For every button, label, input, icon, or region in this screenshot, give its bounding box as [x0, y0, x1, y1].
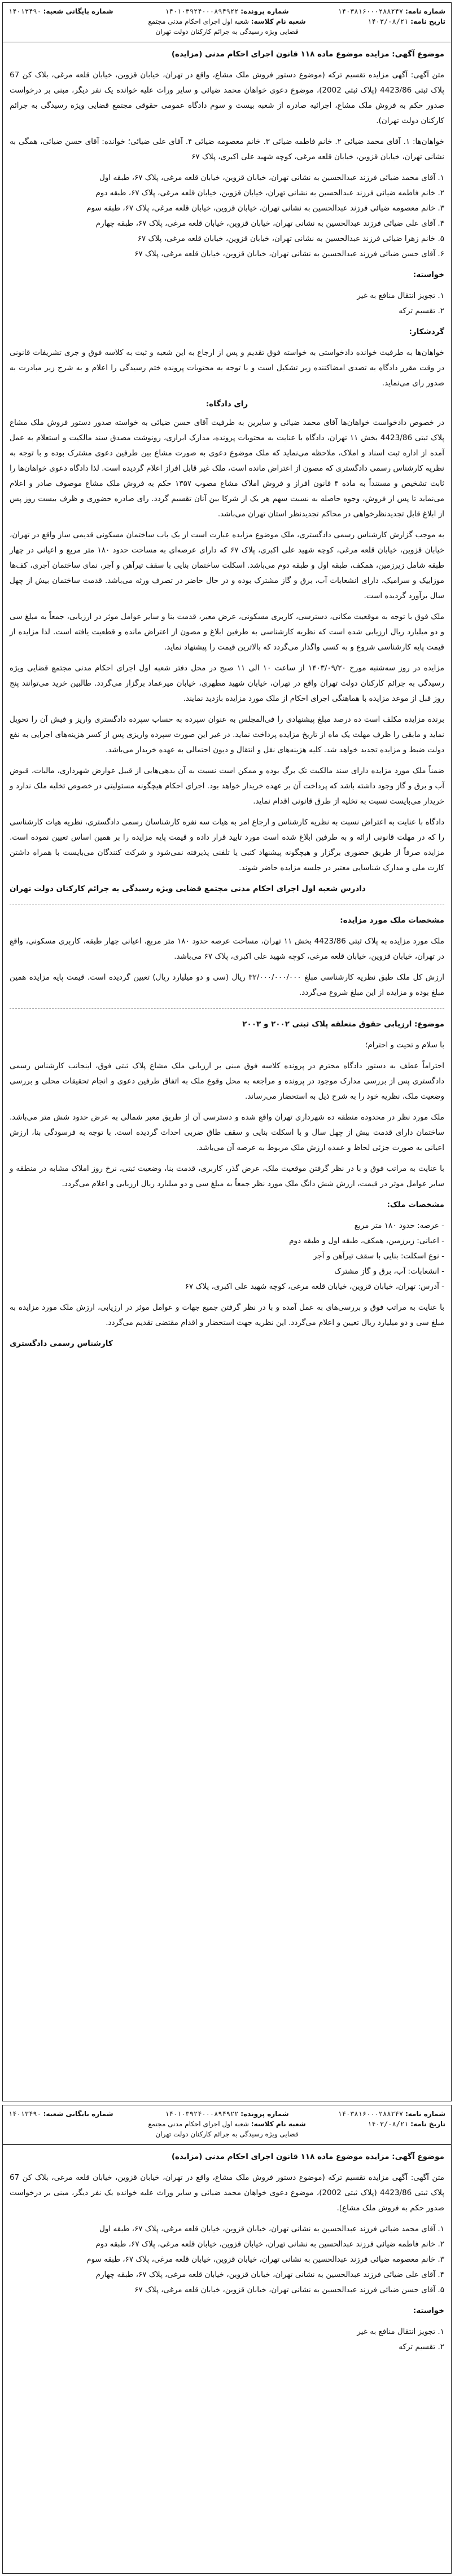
header-right	[310, 6, 445, 27]
party-item: ۴. آقای علی ضیائی فرزند عبدالحسین به نشانی تهران، خیابان قزوین، خیابان قلعه مرغی، پلاک ۶۷، طبقه چهارم	[95, 219, 444, 228]
party-item: ۲. خانم فاطمه ضیائی فرزند عبدالحسین به نشانی تهران، خیابان قزوین، خیابان قلعه مرغی، پلاک ۶۷، طبقه دوم	[95, 188, 444, 198]
file-no-label: شماره پرونده:	[240, 2110, 289, 2118]
request-item: ۲. تقسیم ترکه	[399, 2342, 444, 2351]
notice-2-header	[3, 2105, 451, 2145]
header-center	[144, 6, 310, 37]
party-item: ۵. خانم زهرا ضیائی فرزند عبدالحسین به نشانی تهران، خیابان قزوین، خیابان قلعه مرغی، پلاک ۶۷	[137, 234, 444, 243]
party-item: ۴. آقای علی ضیائی فرزند عبدالحسین به نشانی تهران، خیابان قزوین، خیابان قلعه مرغی، پلاک ۶۷، طبقه چهارم	[95, 2270, 444, 2279]
party-item: ۵. آقای حسن ضیائی فرزند عبدالحسین به نشانی تهران، خیابان قزوین، خیابان قلعه مرغی، پلاک ۶۷	[134, 2285, 444, 2294]
decision-paragraph: ملک فوق با توجه به موقعیت مکانی، دسترسی، کاربری مسکونی، عرض معبر، قدمت بنا و سایر عوامل موثر در ارزیابی، جمعاً به مبلغ سی و دو میلیارد ریال ارزیابی شده است که نظریه کارشناسی به طرفین ابلاغ و مصون از اعتراض مانده و قطعیت یافته است. لذا مزایده از قیمت پایه کارشناسی شروع و به کسی واگذار می‌گردد که بالاترین قیمت را پیشنهاد نماید.	[10, 612, 444, 652]
branch-name: شعبه اول اجرای احکام مدنی مجتمع قضایی ویژه رسیدگی به جرائم کارکنان دولت تهران	[148, 17, 299, 36]
archive-no: ۱۴۰۱۳۴۹۰	[8, 7, 41, 15]
decision-title: رای دادگاه:	[205, 400, 248, 409]
file-no: ۱۴۰۱۰۳۹۲۴۰۰۰۸۹۴۹۲۲	[165, 7, 239, 15]
notice-subject: موضوع آگهی: مزایده موضوع ماده ۱۱۸ قانون اجرای احکام مدنی (مزایده)	[171, 50, 444, 59]
judge-signature: دادرس شعبه اول اجرای احکام مدنی مجتمع قضایی ویژه رسیدگی به جرائم کارکنان دولت تهران	[10, 884, 366, 893]
expert-signature: کارشناس رسمی دادگستری	[10, 1339, 113, 1348]
decision-paragraph: ضمناً ملک مورد مزایده دارای سند مالکیت تک برگ بوده و ممکن است نسبت به آن بدهی‌هایی از قبیل عوارض شهرداری، مالیات، قبوض آب و برق و گاز وجود داشته باشد که پرداخت آن بر عهده خریدار خواهد بود. اجرای احکام هیچگونه مسئولیتی در خصوص تخلیه ملک ندارد و خریدار می‌بایست نسبت به تخلیه از طرق قانونی اقدام نماید.	[10, 766, 444, 806]
request-title: خواسته:	[413, 2306, 444, 2315]
party-item: ۶. آقای حسن ضیائی فرزند عبدالحسین به نشانی تهران، خیابان قزوین، خیابان قلعه مرغی، پلاک ۶۷	[134, 249, 444, 258]
notice-2-body	[3, 2145, 451, 2365]
branch-label: شعبه نام کلاسه:	[251, 2120, 306, 2128]
divider	[10, 1008, 444, 1009]
feature-item: - عرصه: حدود ۱۸۰ متر مربع	[354, 1221, 444, 1230]
notice-1-header	[3, 3, 451, 42]
letter-date-label: تاریخ نامه:	[410, 2120, 445, 2128]
notice-1	[2, 2, 452, 2101]
appraisal-subject: موضوع: ارزیابی حقوق متعلقه پلاک ثبتی ۲۰۰۲ و ۲۰۰۳	[242, 1020, 444, 1029]
property-title: مشخصات ملک مورد مزایده:	[340, 916, 444, 925]
request-item: ۱. تجویز انتقال منافع به غیر	[357, 291, 444, 300]
notice-2	[2, 2105, 452, 2574]
letter-no: ۱۴۰۳۸۱۶۰۰۰۲۸۸۲۴۷	[338, 7, 404, 15]
decision-paragraph: در خصوص دادخواست خواهان‌ها آقای محمد ضیائی و سایرین به طرفیت آقای حسن ضیائی به خواسته صدور دستور فروش ملک مشاع پلاک ثبتی 4423/86 بخش ۱۱ تهران، دادگاه با عنایت به محتویات پرونده، مدارک ابرازی، رونوشت مصدق سند مالکیت و استعلام به عمل آمده از اداره ثبت اسناد و املاک، ملاحظه می‌نماید که ملک موضوع دعوی به صورت مشاع بین طرفین دعوی مشترک بوده و با توجه به نظریه کارشناس رسمی دادگستری که مصون از اعتراض مانده است، ملک غیر قابل افراز اعلام گردیده است. لذا دادگاه دعوی خواهان‌ها را ثابت تشخیص و مستنداً به ماده ۴ قانون افراز و فروش املاک مشاع مصوب ۱۳۵۷ حکم به فروش ملک مشاع موصوف صادر و اعلام می‌نماید تا پس از فروش، وجوه حاصله به نسبت سهم هر یک از شرکا بین آنان تقسیم گردد. رای صادره حضوری و ظرف بیست روز پس از ابلاغ قابل تجدیدنظرخواهی در محاکم تجدیدنظر استان تهران می‌باشد.	[10, 418, 445, 519]
party-item: ۱. آقای محمد ضیائی فرزند عبدالحسین به نشانی تهران، خیابان قزوین، خیابان قلعه مرغی، پلاک ۶۷، طبقه اول	[99, 2224, 444, 2233]
letter-date: ۱۴۰۳/۰۸/۲۱	[368, 2120, 409, 2128]
notice-subject: موضوع آگهی: مزایده موضوع ماده ۱۱۸ قانون اجرای احکام مدنی (مزایده)	[171, 2152, 444, 2161]
greeting: با سلام و تحیت و احترام؛	[365, 1041, 444, 1050]
letter-no-label: شماره نامه:	[405, 7, 445, 15]
requests-list	[10, 2324, 444, 2355]
feature-item: - اعیانی: زیرزمین، همکف، طبقه اول و طبقه دوم	[289, 1236, 444, 1245]
request-item: ۱. تجویز انتقال منافع به غیر	[357, 2327, 444, 2336]
property-paragraph: ارزش کل ملک طبق نظریه کارشناسی مبلغ ۳۲/۰۰۰/۰۰۰/۰۰۰ ریال (سی و دو میلیارد ریال) تعیین گردیده است. قیمت پایه مزایده همین مبلغ بوده و مزایده از این مبلغ شروع می‌گردد.	[10, 973, 444, 997]
closing-paragraph: با عنایت به مراتب فوق و بررسی‌های به عمل آمده و با در نظر گرفتن جمیع جهات و عوامل موثر در ارزیابی، ارزش ملک مورد مزایده به مبلغ سی و دو میلیارد ریال تعیین و اعلام می‌گردد. این نظریه جهت استحضار و اقدام مقتضی تقدیم می‌گردد.	[10, 1303, 444, 1327]
feature-item: - انشعابات: آب، برق و گاز مشترک	[334, 1267, 444, 1276]
property-paragraph: ملک مورد مزایده به پلاک ثبتی 4423/86 بخش ۱۱ تهران، مساحت عرصه حدود ۱۸۰ متر مربع، اعیانی چهار طبقه، کاربری مسکونی، واقع در تهران، خیابان قزوین، خیابان قلعه مرغی، کوچه شهید علی اکبری، پلاک ۶۷ می‌باشد.	[10, 937, 444, 961]
parties-list	[10, 2222, 444, 2298]
branch-label: شعبه نام کلاسه:	[251, 17, 306, 25]
notice-intro: متن آگهی: آگهی مزایده تقسیم ترکه (موضوع دستور فروش ملک مشاع، واقع در تهران، خیابان قزوین، خیابان قلعه مرغی، بلاک کن 67 پلاک ثبتی 4423/86 (پلاک ثبتی 2002)، موضوع دعوی خواهان محمد ضیائی و سایر وراث علیه خوانده یک نفر دیگر، مبنی بر درخواست صدور حکم به فروش ملک مشاع، اجرائیه صادره از شعبه بیست و سوم دادگاه عمومی حقوقی مجتمع قضایی ویژه رسیدگی به جرائم کارکنان دولت تهران).	[10, 71, 444, 125]
file-no-label: شماره پرونده:	[240, 7, 289, 15]
party-item: ۳. خانم معصومه ضیائی فرزند عبدالحسین به نشانی تهران، خیابان قزوین، خیابان قلعه مرغی، پلاک ۶۷، طبقه سوم	[86, 204, 444, 213]
letter-date: ۱۴۰۳/۰۸/۲۱	[368, 17, 409, 25]
features-title: مشخصات ملک:	[387, 1200, 444, 1209]
decision-paragraph: به موجب گزارش کارشناس رسمی دادگستری، ملک موضوع مزایده عبارت است از یک باب ساختمان مسکونی قدیمی ساز واقع در تهران، خیابان قزوین، خیابان قلعه مرغی، کوچه شهید علی اکبری، پلاک ۶۷ که دارای عرصه‌ای به مساحت حدود ۱۸۰ متر مربع و اعیانی در چهار طبقه شامل زیرزمین، همکف، طبقه اول و طبقه دوم می‌باشد. اسکلت ساختمان بنایی با سقف تیرآهن و آجر، نمای ساختمان آجری، کف‌ها موزاییک و سرامیک، دارای انشعابات آب، برق و گاز مشترک بوده و در حال حاضر در تصرف ورثه می‌باشد. قدمت ساختمان بیش از چهل سال برآورد گردیده است.	[10, 530, 444, 600]
party-item: ۳. خانم معصومه ضیائی فرزند عبدالحسین به نشانی تهران، خیابان قزوین، خیابان قلعه مرغی، پلاک ۶۷، طبقه سوم	[86, 2255, 444, 2264]
letter-no: ۱۴۰۳۸۱۶۰۰۰۲۸۸۲۴۷	[338, 2110, 404, 2118]
party-item: ۱. آقای محمد ضیائی فرزند عبدالحسین به نشانی تهران، خیابان قزوین، خیابان قلعه مرغی، پلاک ۶۷، طبقه اول	[99, 173, 444, 182]
decision-paragraph: برنده مزایده مکلف است ده درصد مبلغ پیشنهادی را فی‌المجلس به عنوان سپرده به حساب سپرده دادگستری واریز و فیش آن را تحویل نماید و مابقی را ظرف مهلت یک ماه از تاریخ مزایده پرداخت نماید. در غیر این صورت سپرده واریزی پس از کسر هزینه‌های اجرایی به نفع دولت ضبط و مزایده تجدید خواهد شد. کلیه هزینه‌های نقل و انتقال و دیون احتمالی به عهده خریدار می‌باشد.	[10, 715, 444, 754]
features-list	[10, 1218, 444, 1294]
appraisal-paragraph: احتراماً عطف به دستور دادگاه محترم در پرونده کلاسه فوق مبنی بر ارزیابی ملک مشاع پلاک ثبتی فوق، اینجانب کارشناس رسمی دادگستری پس از بررسی مدارک موجود در پرونده و مراجعه به محل وقوع ملک به اتفاق طرفین دعوی و انجام تحقیقات محلی و بررسی وضعیت ملک، نظریه خود را به شرح ذیل به استحضار می‌رساند.	[10, 1061, 444, 1101]
header-center	[144, 2109, 310, 2139]
parties-intro: خواهان‌ها: ۱. آقای محمد ضیائی ۲. خانم فاطمه ضیائی ۳. خانم معصومه ضیائی ۴. آقای علی ضیائی؛ خوانده: آقای حسن ضیائی، همگی به نشانی تهران، خیابان قزوین، خیابان قلعه مرغی، کوچه شهید علی اکبری، پلاک ۶۷	[10, 137, 444, 161]
archive-label: شماره بایگانی شعبه:	[43, 7, 113, 15]
header-left	[8, 2109, 144, 2119]
file-no: ۱۴۰۱۰۳۹۲۴۰۰۰۸۹۴۹۲۲	[165, 2110, 239, 2118]
appraisal-paragraph: ملک مورد نظر در محدوده منطقه ده شهرداری تهران واقع شده و دسترسی آن از طریق معبر شمالی به عرض حدود شش متر می‌باشد. ساختمان دارای قدمت بیش از چهل سال و با اسکلت بنایی و سقف طاق ضربی احداث گردیده است. با توجه به فرسودگی بنا، ارزش اعیانی به صورت جزئی لحاظ و عمده ارزش ملک مربوط به عرصه آن می‌باشد.	[10, 1113, 444, 1152]
court-title: گردشکار:	[409, 327, 444, 336]
party-item: ۲. خانم فاطمه ضیائی فرزند عبدالحسین به نشانی تهران، خیابان قزوین، خیابان قلعه مرغی، پلاک ۶۷، طبقه دوم	[95, 2240, 444, 2249]
request-title: خواسته:	[413, 270, 444, 279]
feature-item: - نوع اسکلت: بنایی با سقف تیرآهن و آجر	[313, 1252, 444, 1261]
feature-item: - آدرس: تهران، خیابان قزوین، خیابان قلعه مرغی، کوچه شهید علی اکبری، پلاک ۶۷	[185, 1282, 444, 1291]
notice-1-body	[3, 42, 451, 1356]
archive-label: شماره بایگانی شعبه:	[43, 2110, 113, 2118]
notice-intro: متن آگهی: آگهی مزایده تقسیم ترکه (موضوع دستور فروش ملک مشاع، واقع در تهران، خیابان قزوین، خیابان قلعه مرغی، بلاک کن 67 پلاک ثبتی 4423/86 (پلاک ثبتی 2002)، موضوع دعوی خواهان محمد ضیائی و سایر وراث علیه خوانده یک نفر دیگر، مبنی بر درخواست صدور حکم به فروش ملک مشاع).	[10, 2173, 444, 2213]
letter-date-label: تاریخ نامه:	[410, 17, 445, 25]
appraisal-paragraph: با عنایت به مراتب فوق و با در نظر گرفتن موقعیت ملک، عرض گذر، کاربری، قدمت بنا، وضعیت ثبتی، نرخ روز املاک مشابه در منطقه و سایر عوامل موثر در قیمت، ارزش شش دانگ ملک مورد نظر جمعاً به مبلغ سی و دو میلیارد ریال ارزیابی و اعلام می‌گردد.	[10, 1164, 444, 1188]
request-item: ۲. تقسیم ترکه	[399, 306, 444, 315]
archive-no: ۱۴۰۱۳۴۹۰	[8, 2110, 41, 2118]
court-text: خواهان‌ها به طرفیت خوانده دادخواستی به خواسته فوق تقدیم و پس از ارجاع به این شعبه و ثبت به کلاسه فوق و جری تشریفات قانونی در وقت مقرر دادگاه به تصدی امضاکننده زیر تشکیل است و با توجه به محتویات پرونده ختم رسیدگی را اعلام و به شرح زیر مبادرت به صدور رای می‌نماید.	[10, 348, 444, 388]
decision-paragraph: مزایده در روز سه‌شنبه مورخ ۱۴۰۳/۰۹/۲۰ از ساعت ۱۰ الی ۱۱ صبح در محل دفتر شعبه اول اجرای احکام مدنی مجتمع قضایی ویژه رسیدگی به جرائم کارکنان دولت تهران واقع در تهران، خیابان شهید مطهری، خیابان میرعماد برگزار می‌گردد. طالبین خرید می‌توانند پنج روز قبل از موعد مزایده با هماهنگی اجرای احکام از ملک مورد مزایده بازدید نمایند.	[10, 664, 444, 703]
decision-paragraph: دادگاه با عنایت به اعتراض نسبت به نظریه کارشناس و ارجاع امر به هیات سه نفره کارشناسان رسمی دادگستری، نظریه هیات کارشناسی را که در مهلت قانونی ارائه و به طرفین ابلاغ شده است مورد تایید قرار داده و قیمت پایه مزایده را بر همین اساس تعیین نموده است. مزایده صرفاً از طریق حضوری برگزار و هیچگونه پیشنهاد کتبی یا تلفنی پذیرفته نمی‌شود و شرکت کنندگان می‌بایست با همراه داشتن کارت ملی و مدارک شناسایی معتبر در جلسه مزایده حاضر شوند.	[10, 818, 444, 872]
requests-list	[10, 288, 444, 319]
header-right	[310, 2109, 445, 2129]
header-left	[8, 6, 144, 16]
letter-no-label: شماره نامه:	[405, 2110, 445, 2118]
branch-name: شعبه اول اجرای احکام مدنی مجتمع قضایی ویژه رسیدگی به جرائم کارکنان دولت تهران	[148, 2120, 299, 2138]
parties-list	[10, 170, 444, 262]
